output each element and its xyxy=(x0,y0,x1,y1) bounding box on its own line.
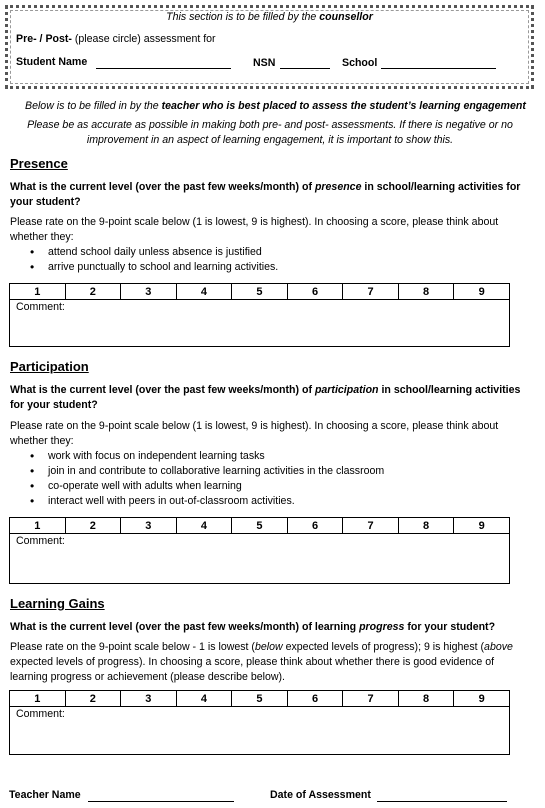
participation-q-text: What is the current level (over the past few weeks/month) of xyxy=(10,384,315,396)
school-label: School xyxy=(342,57,378,69)
scale-option-8[interactable]: 8 xyxy=(398,691,454,707)
list-item: • work with focus on independent learning tasks xyxy=(30,449,384,464)
comment-label: Comment: xyxy=(16,535,65,547)
participation-comment-box[interactable] xyxy=(9,533,510,584)
participation-bullets xyxy=(30,449,384,509)
scale-option-9[interactable]: 9 xyxy=(454,284,510,300)
scale-option-1[interactable]: 1 xyxy=(10,518,66,534)
gains-scale xyxy=(9,690,510,707)
scale-option-2[interactable]: 2 xyxy=(65,518,121,534)
scale-option-5[interactable]: 5 xyxy=(232,284,288,300)
student-name-field[interactable] xyxy=(96,56,231,69)
presence-scale xyxy=(9,283,510,300)
participation-q-line2: for your student? xyxy=(10,399,98,411)
gains-q-em: progress xyxy=(359,621,405,633)
list-item: • join in and contribute to collaborative learning activities in the classroom xyxy=(30,464,384,479)
scale-option-5[interactable]: 5 xyxy=(232,518,288,534)
gains-rate-b-em: above xyxy=(484,641,513,653)
presence-rate-line1: Please rate on the 9-point scale below (1 is lowest, 9 is highest). In choosing a score, please think about xyxy=(10,216,499,228)
instruction-line-1 xyxy=(25,100,545,112)
scale-option-9[interactable]: 9 xyxy=(454,518,510,534)
scale-option-1[interactable]: 1 xyxy=(10,691,66,707)
scale-option-7[interactable]: 7 xyxy=(343,691,399,707)
participation-rate-line2: whether they: xyxy=(10,435,74,447)
presence-rate xyxy=(10,215,530,245)
counsellor-note-text: This section is to be filled by the xyxy=(166,11,320,23)
scale-option-6[interactable]: 6 xyxy=(287,691,343,707)
student-name-label: Student Name xyxy=(16,56,88,68)
prepost-label[interactable]: Pre- / Post- xyxy=(16,33,72,45)
scale-option-1[interactable]: 1 xyxy=(10,284,66,300)
participation-scale xyxy=(9,517,510,534)
list-item: • attend school daily unless absence is justified xyxy=(30,245,278,260)
presence-comment-box[interactable] xyxy=(9,299,510,347)
scale-option-6[interactable]: 6 xyxy=(287,518,343,534)
participation-rate xyxy=(10,419,530,449)
participation-question xyxy=(10,383,530,413)
presence-heading: Presence xyxy=(10,156,68,171)
presence-q-em: presence xyxy=(314,181,362,193)
participation-q-em: participation xyxy=(314,384,379,396)
scale-option-4[interactable]: 4 xyxy=(176,518,232,534)
list-item: • interact well with peers in out-of-classroom activities. xyxy=(30,494,384,509)
instruction-1-bold: teacher who is best placed to assess the student’s learning engagement xyxy=(161,100,526,112)
scale-option-3[interactable]: 3 xyxy=(121,691,177,707)
scale-option-6[interactable]: 6 xyxy=(287,284,343,300)
nsn-field[interactable] xyxy=(280,56,330,69)
scale-option-3[interactable]: 3 xyxy=(121,284,177,300)
scale-option-5[interactable]: 5 xyxy=(232,691,288,707)
participation-rate-line1: Please rate on the 9-point scale below (1 is lowest, 9 is highest). In choosing a score, please think about xyxy=(10,420,499,432)
gains-question xyxy=(10,620,530,635)
teacher-name-field[interactable] xyxy=(88,789,234,802)
presence-q-text: What is the current level (over the past few weeks/month) of xyxy=(10,181,315,193)
participation-q-suffix: in school/learning activities xyxy=(378,384,521,396)
nsn-label: NSN xyxy=(253,57,276,69)
school-field[interactable] xyxy=(381,56,496,69)
date-label: Date of Assessment xyxy=(270,789,371,801)
presence-q-line2: your student? xyxy=(10,196,81,208)
scale-option-2[interactable]: 2 xyxy=(65,284,121,300)
gains-rate xyxy=(10,640,530,685)
gains-rate-b: expected levels of progress); 9 is highest ( xyxy=(282,641,485,653)
date-field[interactable] xyxy=(377,789,507,802)
presence-bullets xyxy=(30,245,278,275)
counsellor-note xyxy=(5,11,534,23)
gains-heading: Learning Gains xyxy=(10,596,105,611)
gains-rate-a-em: below xyxy=(254,641,283,653)
scale-option-9[interactable]: 9 xyxy=(454,691,510,707)
instruction-line-2: Please be as accurate as possible in making both pre- and post- assessments. If there is negative or no xyxy=(27,119,513,131)
presence-rate-line2: whether they: xyxy=(10,231,74,243)
participation-heading: Participation xyxy=(10,359,89,374)
scale-option-2[interactable]: 2 xyxy=(65,691,121,707)
scale-option-8[interactable]: 8 xyxy=(398,284,454,300)
prepost-text: (please circle) assessment for xyxy=(71,33,216,45)
gains-rate-line2: expected levels of progress). In choosing a score, please think about whether there is good evidence of xyxy=(10,656,495,668)
teacher-name-label: Teacher Name xyxy=(9,789,81,801)
presence-q-suffix: in school/learning activities for xyxy=(361,181,521,193)
counsellor-note-bold: counsellor xyxy=(319,11,373,23)
scale-option-7[interactable]: 7 xyxy=(343,284,399,300)
scale-option-4[interactable]: 4 xyxy=(176,691,232,707)
instruction-line-3: improvement in an aspect of learning engagement, it is important to show this. xyxy=(86,134,454,146)
prepost-line xyxy=(16,33,216,45)
gains-rate-a: Please rate on the 9-point scale below - 1 is lowest ( xyxy=(10,641,255,653)
scale-option-7[interactable]: 7 xyxy=(343,518,399,534)
list-item: • co-operate well with adults when learning xyxy=(30,479,384,494)
comment-label: Comment: xyxy=(16,301,65,313)
scale-option-3[interactable]: 3 xyxy=(121,518,177,534)
gains-q-text: What is the current level (over the past few weeks/month) of learning xyxy=(10,621,360,633)
list-item: • arrive punctually to school and learning activities. xyxy=(30,260,278,275)
presence-question xyxy=(10,180,530,210)
gains-rate-line3: learning progress or achievement (please describe below). xyxy=(10,671,285,683)
scale-option-8[interactable]: 8 xyxy=(398,518,454,534)
gains-q-suffix: for your student? xyxy=(404,621,496,633)
scale-option-4[interactable]: 4 xyxy=(176,284,232,300)
comment-label: Comment: xyxy=(16,708,65,720)
gains-comment-box[interactable] xyxy=(9,706,510,755)
instruction-1-text: Below is to be filled in by the xyxy=(25,100,162,112)
